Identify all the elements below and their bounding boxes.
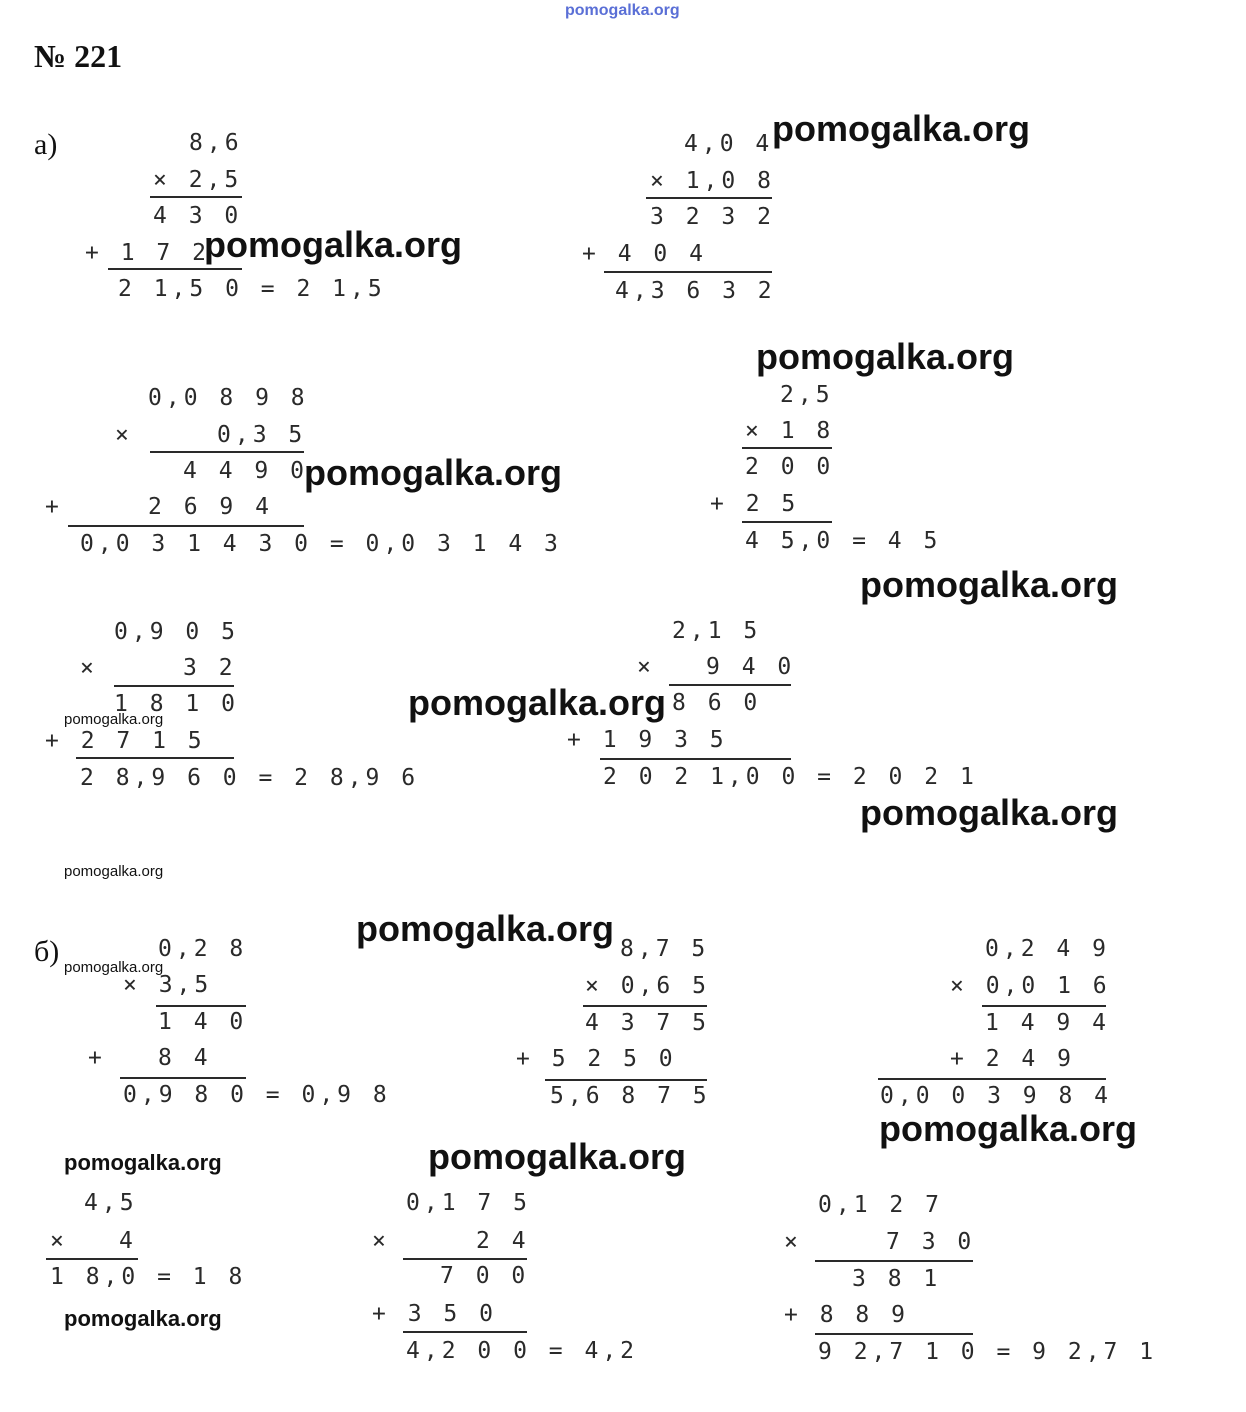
part-b-label: б)	[34, 935, 60, 968]
partial-1: 4 3 0	[153, 203, 243, 229]
partial-2: + 2 5	[710, 491, 800, 517]
result: 2 8,9 6 0 = 2 8,9 6	[80, 765, 420, 791]
operand-2: 9 4 0	[706, 654, 796, 680]
partial-2: + 2 7 1 5	[45, 728, 206, 754]
operand-1: 2,1 5	[672, 618, 762, 644]
site-link-top[interactable]: pomogalka.org	[565, 2, 680, 19]
sum-line	[108, 268, 242, 270]
operand-1: 0,9 0 5	[114, 619, 239, 645]
underline	[46, 1258, 138, 1260]
partial-2: + 5 2 5 0	[516, 1046, 677, 1072]
watermark: pomogalka.org	[64, 711, 164, 728]
sum-line	[76, 757, 234, 759]
underline	[583, 1005, 707, 1007]
operand-1: 4,0 4	[684, 131, 774, 157]
sum-line	[120, 1077, 246, 1079]
watermark: pomogalka.org	[772, 108, 1031, 149]
operand-1: 0,0 8 9 8	[148, 385, 309, 411]
partial-1: 7 0 0	[440, 1263, 530, 1289]
result: 2 0 2 1,0 0 = 2 0 2 1	[603, 764, 978, 790]
partial-1: 2 0 0	[745, 454, 835, 480]
watermark: pomogalka.org	[860, 564, 1119, 605]
sum-line	[742, 521, 832, 523]
watermark: pomogalka.org	[356, 908, 615, 949]
result: 0,0 0 3 9 8 4	[880, 1083, 1113, 1109]
underline	[815, 1260, 973, 1262]
partial-1: 1 4 9 4	[985, 1010, 1110, 1036]
watermark: pomogalka.org	[204, 224, 463, 265]
operand-1: 0,1 7 5	[406, 1190, 531, 1216]
underline	[156, 1005, 246, 1007]
watermark: pomogalka.org	[860, 792, 1119, 833]
operand-1: 4,5	[84, 1190, 138, 1216]
sum-line	[545, 1079, 707, 1081]
watermark: pomogalka.org	[64, 863, 164, 880]
operand-1: 8,7 5	[620, 936, 710, 962]
operand-2: × 2,5	[153, 167, 243, 193]
partial-2: + 1 9 3 5	[567, 727, 728, 753]
partial-1: 4 4 9 0	[183, 458, 308, 484]
operand-2: 2 4	[476, 1228, 530, 1254]
operand-2: 4	[119, 1228, 137, 1254]
times-sign: ×	[784, 1229, 802, 1255]
sum-line	[600, 758, 791, 760]
times-sign: ×	[80, 655, 98, 681]
underline	[742, 447, 832, 449]
partial-1: 8 6 0	[672, 690, 762, 716]
result: 9 2,7 1 0 = 9 2,7 1	[818, 1339, 1158, 1365]
plus-sign: +	[88, 1045, 106, 1071]
operand-1: 8,6	[189, 130, 243, 156]
times-sign: ×	[372, 1228, 390, 1254]
operand-2: × 3,5	[123, 972, 213, 998]
sum-line	[403, 1331, 527, 1333]
partial-2: + 1 7 2	[85, 240, 210, 266]
underline	[669, 684, 791, 686]
operand-2: × 0,0 1 6	[950, 973, 1111, 999]
plus-sign: +	[45, 494, 63, 520]
partial-1: 1 8 1 0	[114, 691, 239, 717]
part-a-label: а)	[34, 128, 58, 161]
times-sign: ×	[50, 1228, 68, 1254]
underline	[403, 1258, 527, 1260]
sum-line	[68, 525, 304, 527]
partial-2: + 8 8 9	[784, 1302, 909, 1328]
operand-1: 2,5	[780, 382, 834, 408]
times-sign: ×	[637, 654, 655, 680]
partial-1: 3 8 1	[852, 1266, 942, 1292]
watermark: pomogalka.org	[879, 1108, 1138, 1149]
result: 4,2 0 0 = 4,2	[406, 1338, 639, 1364]
watermark: pomogalka.org	[64, 959, 164, 976]
underline	[114, 685, 234, 687]
watermark: pomogalka.org	[428, 1136, 687, 1177]
partial-2: + 3 5 0	[372, 1301, 497, 1327]
partial-2: + 4 0 4	[582, 241, 707, 267]
result: 4,3 6 3 2	[615, 278, 776, 304]
operand-2: × 1 8	[745, 418, 835, 444]
sum-line	[604, 271, 772, 273]
underline	[646, 197, 772, 199]
operand-2: 7 3 0	[886, 1229, 976, 1255]
watermark: pomogalka.org	[304, 452, 563, 493]
result: 5,6 8 7 5	[550, 1083, 711, 1109]
times-sign: ×	[115, 422, 133, 448]
operand-2: × 0,6 5	[585, 973, 710, 999]
watermark: pomogalka.org	[64, 1150, 222, 1175]
underline	[150, 196, 242, 198]
watermark: pomogalka.org	[408, 682, 667, 723]
operand-2: 3 2	[183, 655, 237, 681]
operand-1: 0,2 8	[158, 936, 248, 962]
operand-2: × 1,0 8	[650, 168, 775, 194]
result: 0,0 3 1 4 3 0 = 0,0 3 1 4 3	[80, 531, 562, 557]
problem-number: № 221	[34, 38, 123, 74]
operand-1: 0,1 2 7	[818, 1192, 943, 1218]
operand-2: 0,3 5	[217, 422, 307, 448]
partial-1: 4 3 7 5	[585, 1010, 710, 1036]
partial-2: 8 4	[158, 1045, 212, 1071]
partial-1: 1 4 0	[158, 1009, 248, 1035]
sum-line	[815, 1333, 973, 1335]
sum-line	[878, 1078, 1106, 1080]
underline	[150, 451, 304, 453]
operand-1: 0,2 4 9	[985, 936, 1110, 962]
result: 2 1,5 0 = 2 1,5	[118, 276, 386, 302]
result: 4 5,0 = 4 5	[745, 528, 942, 554]
result: 1 8,0 = 1 8	[50, 1264, 247, 1290]
result: 0,9 8 0 = 0,9 8	[123, 1082, 391, 1108]
watermark: pomogalka.org	[64, 1306, 222, 1331]
partial-1: 3 2 3 2	[650, 204, 775, 230]
partial-2: 2 6 9 4	[148, 494, 273, 520]
underline	[982, 1005, 1106, 1007]
watermark: pomogalka.org	[756, 336, 1015, 377]
partial-2: + 2 4 9	[950, 1046, 1075, 1072]
